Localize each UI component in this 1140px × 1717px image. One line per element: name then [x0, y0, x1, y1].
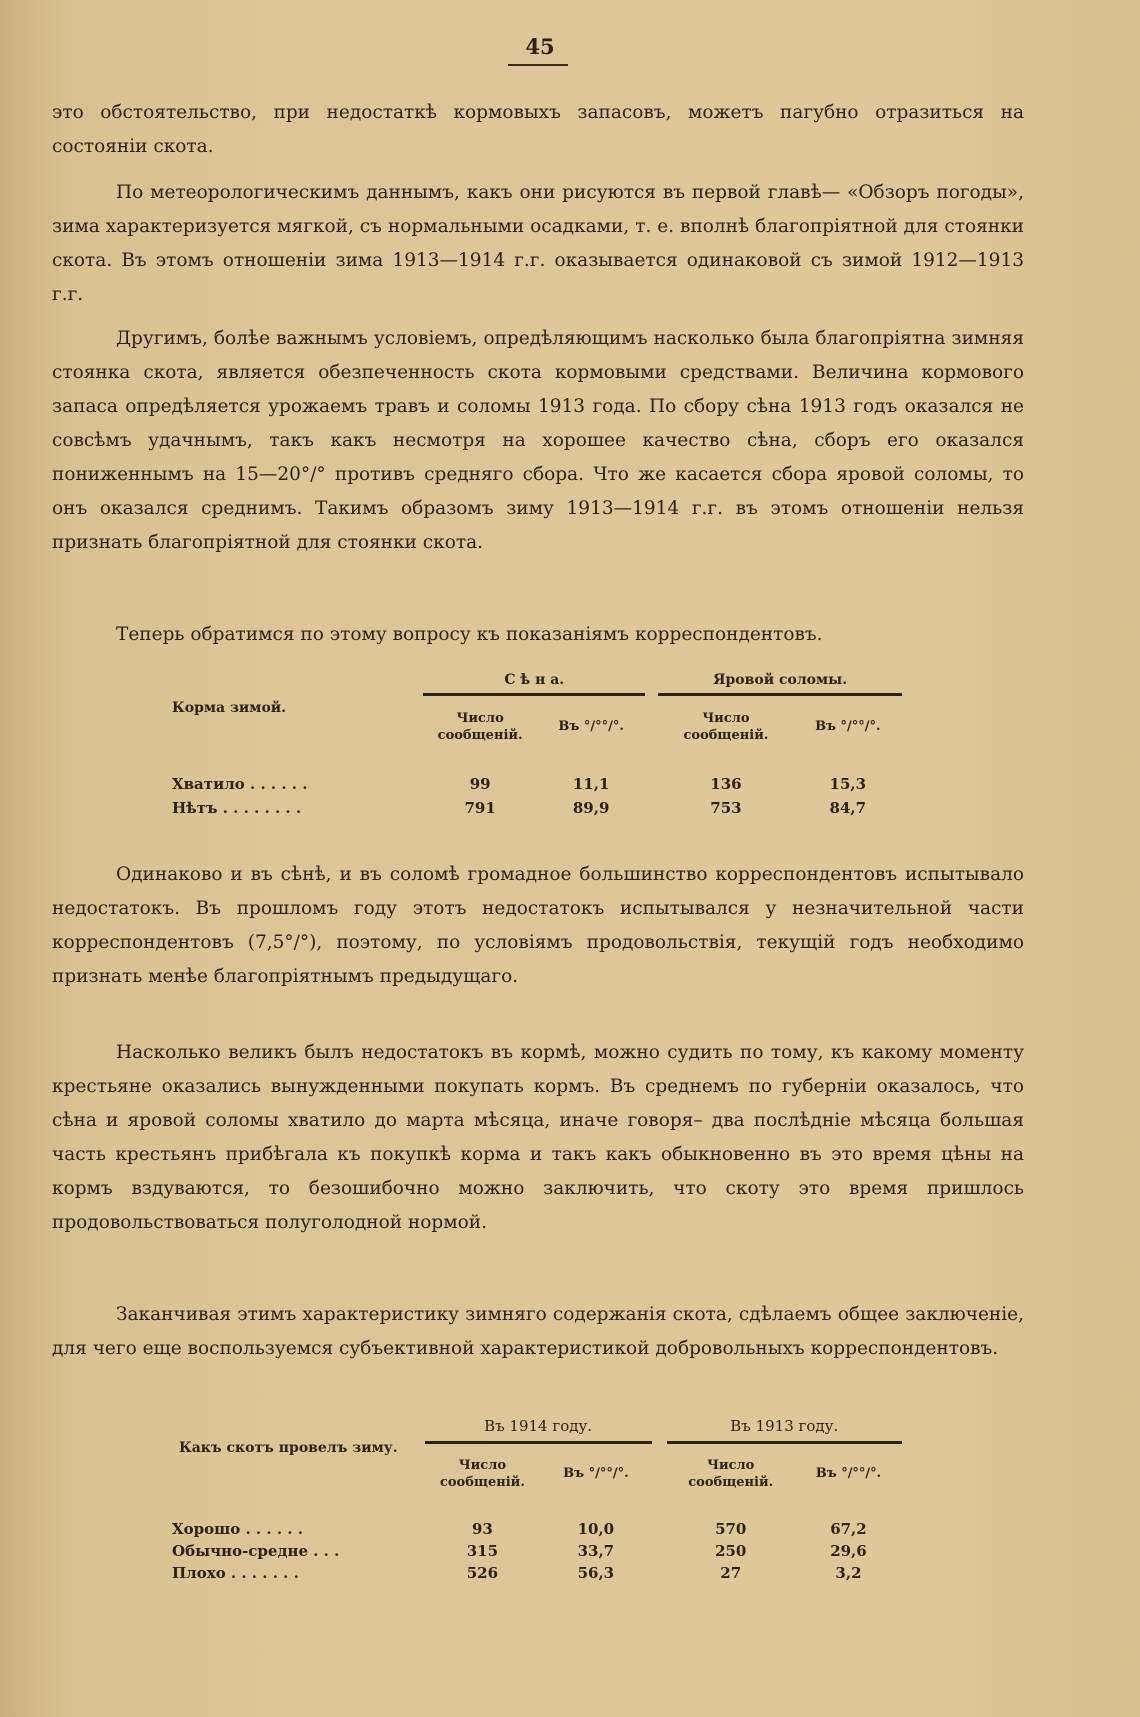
table2-cell: 56,3	[577, 1564, 615, 1582]
table1-cell: 84,7	[829, 799, 867, 817]
table1-col-count-2: Число сообщенiй.	[683, 710, 769, 743]
table1-cell: 136	[710, 775, 742, 793]
table2-col-count-2: Число сообщенiй.	[688, 1457, 774, 1490]
table2-col-count-1: Число сообщенiй.	[439, 1457, 525, 1490]
table2-cell: 10,0	[577, 1520, 615, 1538]
feed-table	[172, 668, 902, 820]
paragraph-1: это обстоятельство, при недостаткѣ кормовыхъ запасовъ, можетъ пагубно отразиться на состоянiи скота.	[52, 102, 1024, 157]
table2-row-label: Обычно-средне . . .	[172, 1542, 340, 1560]
table2-cell: 526	[466, 1564, 499, 1582]
table-row	[172, 1562, 902, 1584]
table2-col-pct-1: Въ °/°°/°.	[563, 1466, 629, 1482]
table-row	[172, 772, 902, 796]
table2-row-label: Плохо . . . . . . .	[172, 1564, 299, 1582]
table2-cell: 29,6	[830, 1542, 867, 1560]
table1-row-label: Нѣтъ . . . . . . . .	[172, 799, 302, 817]
table1-row-header: Корма зимой.	[172, 700, 287, 716]
paragraph-5: Одинаково и въ сѣнѣ, и въ соломѣ громадное большинство корреспондентовъ испытывало недостатокъ. Въ прошломъ году этотъ недостатокъ испытывался у незначительной части корреспондентовъ (7,5°/°), поэтому, по условiямъ продовольствiя, текущiй годъ необходимо признать менѣе благопрiятнымъ предыдущаго.	[52, 864, 1024, 987]
table2-cell: 27	[720, 1564, 742, 1582]
table-row	[172, 1518, 902, 1540]
table1-cell: 753	[710, 799, 742, 817]
table2-cell: 33,7	[577, 1542, 615, 1560]
table2-row-label: Хорошо . . . . . .	[172, 1520, 303, 1538]
table2-row-header: Какъ скотъ провелъ зиму.	[179, 1440, 398, 1456]
paragraph-2: По метеорологическимъ даннымъ, какъ они рисуются въ первой главѣ— «Обзоръ погоды», зима характеризуется мягкой, съ нормальными осадками, т. е. вполнѣ благопрiятной для стоянки скота. Въ этомъ отношенiи зима 1913—1914 г.г. оказывается одинаковой съ зимой 1912—1913 г.г.	[52, 182, 1024, 305]
table2-cell: 93	[471, 1520, 493, 1538]
table1-cell: 11,1	[572, 775, 610, 793]
paragraph-6: Насколько великъ былъ недостатокъ въ кормѣ, можно судить по тому, къ какому моменту крестьяне оказались вынужденными покупать кормъ. Въ среднемъ по губернiи оказалось, что сѣна и яровой соломы хватило до марта мѣсяца, иначе говоря– два послѣднiе мѣсяца большая часть крестьянъ прибѣгала къ покупкѣ корма и такъ какъ обыкновенно въ это время цѣны на кормъ вздуваются, то безошибочно можно заключить, что скоту это время пришлось продовольствоваться полуголодной нормой.	[52, 1042, 1024, 1233]
table1-cell: 99	[469, 775, 491, 793]
table2-col-pct-2: Въ °/°°/°.	[815, 1466, 882, 1482]
table-row	[172, 796, 902, 820]
paragraph-4: Теперь обратимся по этому вопросу къ показанiямъ корреспондентовъ.	[116, 624, 823, 645]
table1-cell: 89,9	[572, 799, 610, 817]
table1-col-count-1: Число сообщенiй.	[437, 710, 523, 743]
table1-group-straw: Яровой соломы.	[658, 668, 902, 694]
table2-cell: 315	[466, 1542, 499, 1560]
paragraph-7: Заканчивая этимъ характеристику зимняго содержанiя скота, сдѣлаемъ общее заключенiе, для чего еще воспользуемся субъективной характеристикой добровольныхъ корреспондентовъ.	[52, 1304, 1024, 1359]
table2-cell: 250	[715, 1542, 747, 1560]
table1-cell: 791	[464, 799, 496, 817]
page-number-underline	[508, 64, 568, 66]
table2-cell: 3,2	[835, 1564, 862, 1582]
table2-group-1914: Въ 1914 году.	[425, 1412, 652, 1442]
table2-cell: 570	[715, 1520, 747, 1538]
paragraph-3: Другимъ, болѣе важнымъ условiемъ, опредѣляющимъ насколько была благопрiятна зимняя стоянка скота, является обезпеченность скота кормовыми средствами. Величина кормового запаса опредѣляется урожаемъ травъ и соломы 1913 года. По сбору сѣна 1913 годъ оказался не совсѣмъ удачнымъ, такъ какъ несмотря на хорошее качество сѣна, сборъ его оказался пониженнымъ на 15—20°/° противъ средняго сбора. Что же касается сбора яровой соломы, то онъ оказался среднимъ. Такимъ образомъ зиму 1913—1914 г.г. въ этомъ отношенiи нельзя признать благопрiятной для стоянки скота.	[52, 328, 1024, 553]
table1-cell: 15,3	[829, 775, 867, 793]
table-row	[172, 1540, 902, 1562]
table1-col-pct-1: Въ °/°°/°.	[558, 719, 624, 735]
table1-col-pct-2: Въ °/°°/°.	[815, 719, 881, 735]
table1-group-hay: С ѣ н а.	[423, 668, 645, 694]
table1-row-label: Хватило . . . . . .	[172, 775, 308, 793]
table2-group-1913: Въ 1913 году.	[667, 1412, 903, 1442]
wintering-table	[172, 1412, 902, 1584]
page-number: 45	[525, 34, 555, 59]
table2-cell: 67,2	[830, 1520, 867, 1538]
